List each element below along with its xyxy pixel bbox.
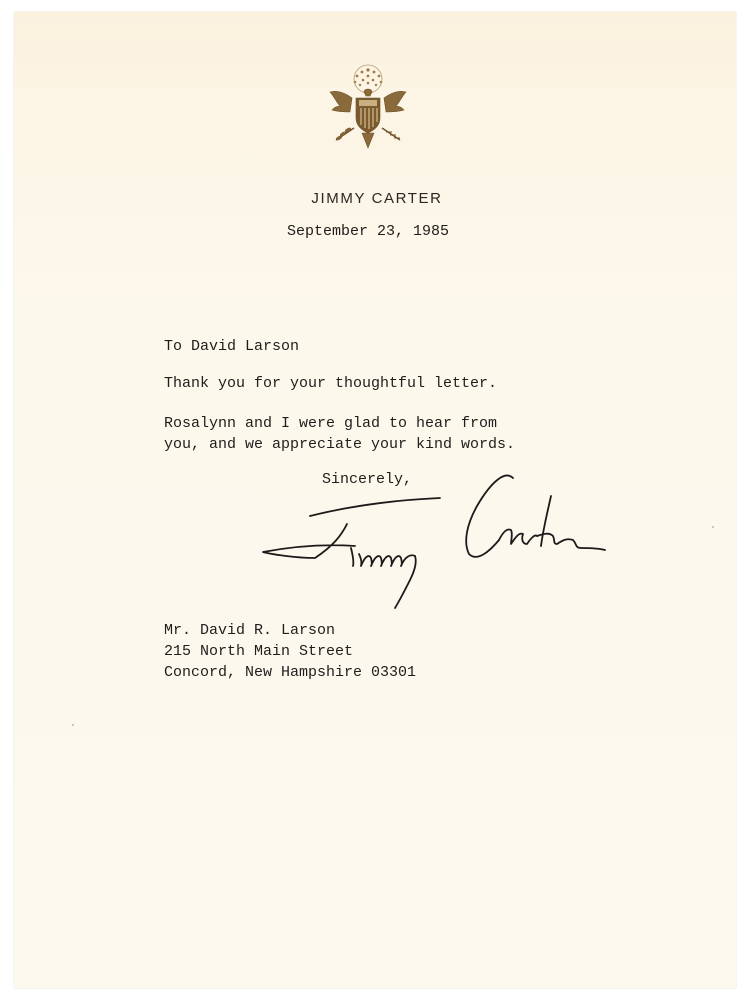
- address-line-3: Concord, New Hampshire 03301: [164, 664, 417, 681]
- presidential-eagle-seal-icon: [326, 62, 410, 156]
- body-paragraph-1: Thank you for your thoughtful letter.: [164, 375, 498, 392]
- closing: Sincerely,: [322, 471, 413, 488]
- handwritten-signature: [255, 466, 615, 616]
- paper-speck: [72, 724, 74, 726]
- body-paragraph-2-line-1: Rosalynn and I were glad to hear from: [164, 415, 498, 432]
- body-paragraph-2-line-2: you, and we appreciate your kind words.: [164, 436, 516, 453]
- address-line-1: Mr. David R. Larson: [164, 622, 336, 639]
- address-line-2: 215 North Main Street: [164, 643, 354, 660]
- letterhead-name: JIMMY CARTER: [311, 190, 443, 207]
- letter-date: September 23, 1985: [287, 223, 450, 240]
- paper-speck: [712, 526, 714, 528]
- salutation: To David Larson: [164, 338, 300, 355]
